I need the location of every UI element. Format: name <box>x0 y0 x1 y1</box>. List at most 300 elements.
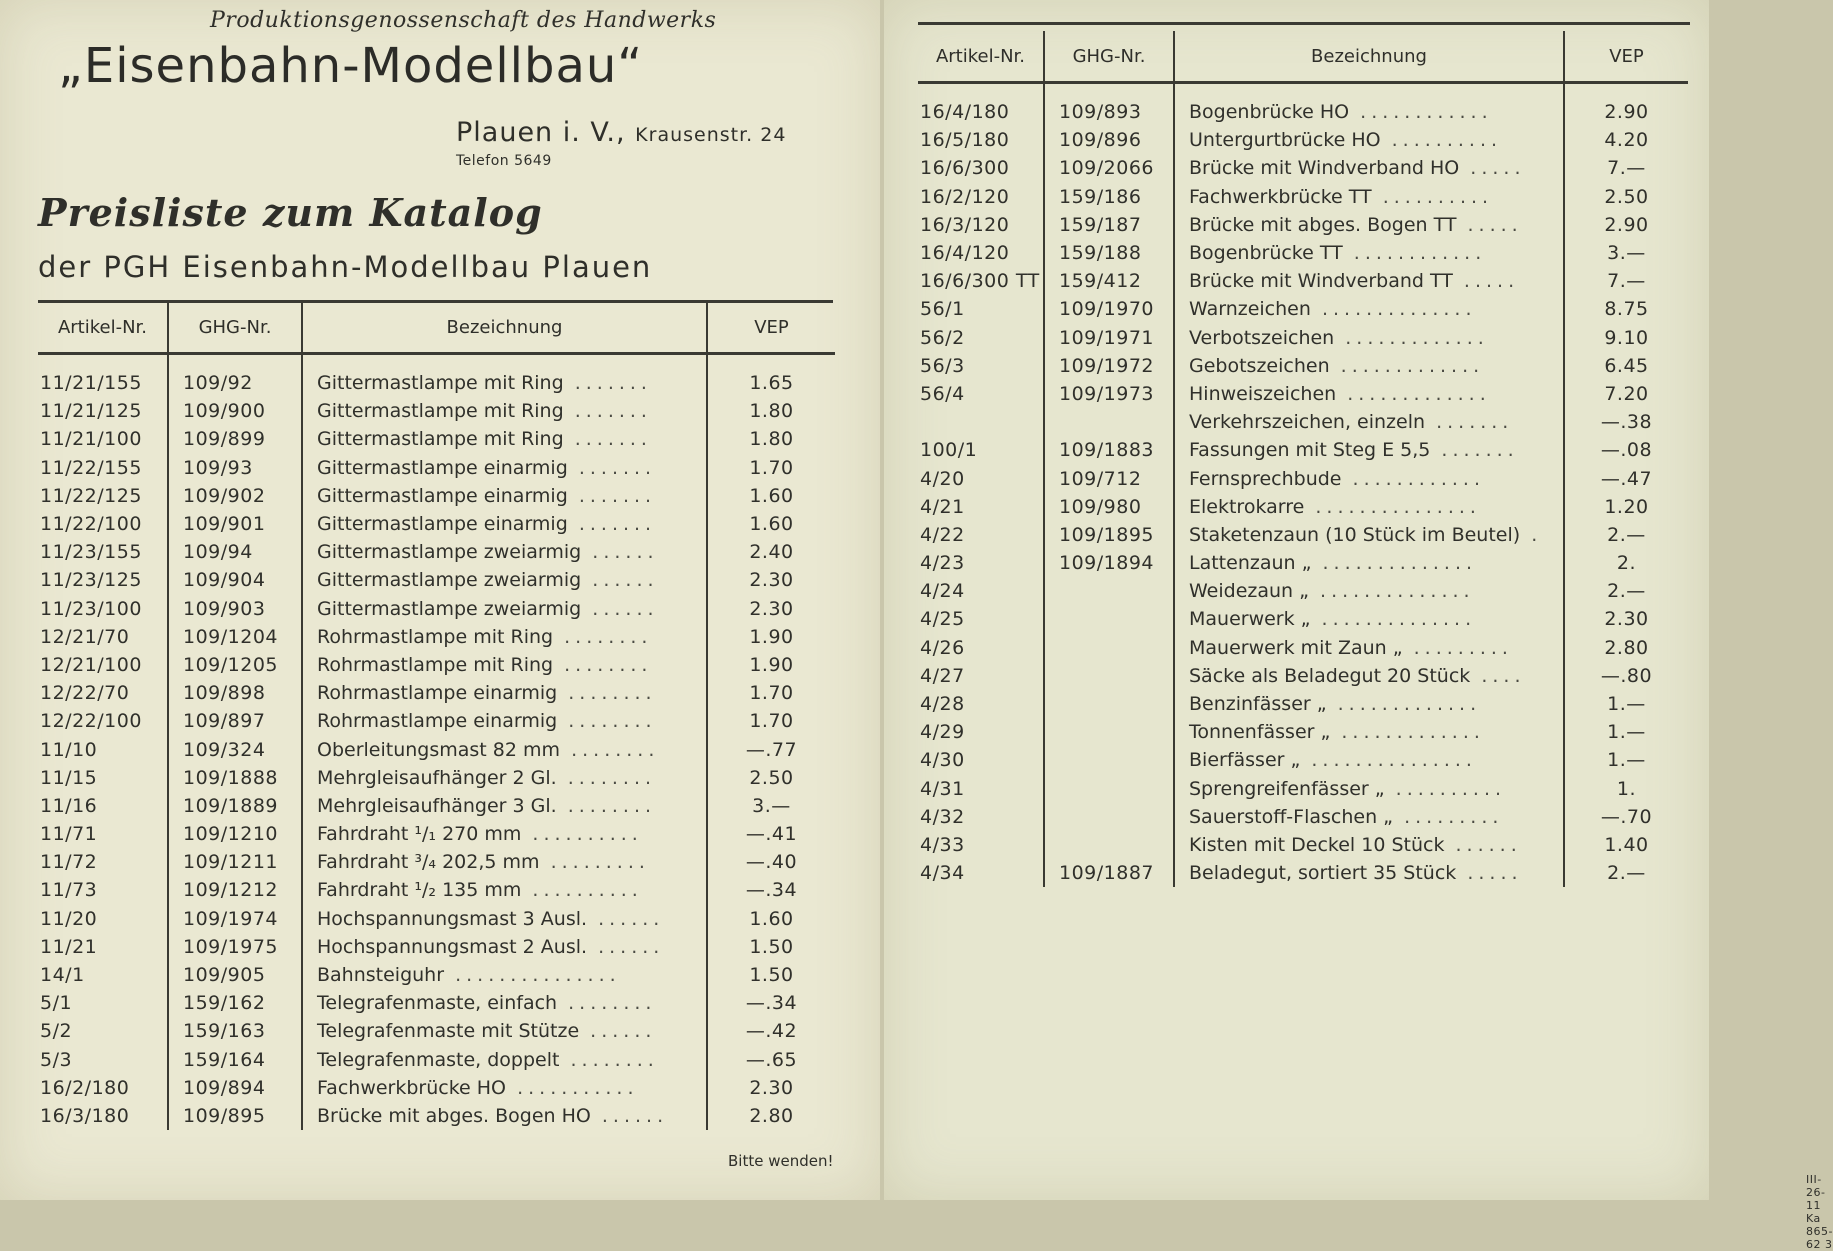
ghg-number: 109/1888 <box>168 764 302 792</box>
leader-dots: .... <box>1470 664 1526 687</box>
table-row <box>918 324 1688 352</box>
article-number: 4/33 <box>918 831 1044 859</box>
description-text: Gittermastlampe mit Ring <box>317 428 564 451</box>
ghg-number: 159/186 <box>1044 183 1174 211</box>
price-value: 2.80 <box>1604 636 1649 659</box>
ghg-number: 109/324 <box>168 735 302 763</box>
item-description <box>1174 662 1564 690</box>
leader-dots: ........ <box>557 992 657 1015</box>
leader-dots: ..... <box>1456 213 1523 236</box>
item-description <box>1174 521 1564 549</box>
price-value: —.80 <box>1600 664 1653 687</box>
leader-dots: ............. <box>1329 354 1485 377</box>
header-rule <box>918 22 1690 25</box>
article-number: 4/30 <box>918 746 1044 774</box>
leader-dots: .......... <box>521 879 643 902</box>
item-description <box>1174 380 1564 408</box>
table-body-left <box>38 354 835 1131</box>
article-number: 16/2/180 <box>38 1074 168 1102</box>
description-text: Brücke mit Windverband HO <box>1189 157 1460 180</box>
article-number: 14/1 <box>38 961 168 989</box>
price-value: 2.50 <box>1604 185 1649 208</box>
price-value: 2.30 <box>749 597 794 620</box>
article-number: 5/1 <box>38 989 168 1017</box>
leader-dots: ........ <box>553 625 653 648</box>
table-row <box>918 464 1688 492</box>
col-header-ghg: GHG-Nr. <box>168 302 302 354</box>
table-row <box>918 493 1688 521</box>
ghg-number: 109/902 <box>168 482 302 510</box>
article-number: 4/20 <box>918 464 1044 492</box>
ghg-number: 109/1973 <box>1044 380 1174 408</box>
article-number: 4/28 <box>918 690 1044 718</box>
price-value: 2.— <box>1607 580 1646 603</box>
table-row <box>918 690 1688 718</box>
item-description <box>302 510 707 538</box>
description-text: Hinweiszeichen <box>1189 382 1337 405</box>
table-row <box>38 454 835 482</box>
price-value: 1.90 <box>749 653 794 676</box>
description-text: Mehrgleisaufhänger 2 Gl. <box>317 766 557 789</box>
col-header-description: Bezeichnung <box>1174 31 1564 83</box>
price-value: 1.— <box>1607 693 1646 716</box>
item-description <box>1174 324 1564 352</box>
price-value: 1.65 <box>749 372 794 395</box>
price-value: 2.50 <box>749 766 794 789</box>
col-header-article: Artikel-Nr. <box>38 302 168 354</box>
price-value: 7.— <box>1607 157 1646 180</box>
ghg-number <box>1044 775 1174 803</box>
description-text: Mehrgleisaufhänger 3 Gl. <box>317 794 557 817</box>
leader-dots: ..... <box>1459 157 1526 180</box>
leader-dots: ..... <box>1456 862 1523 885</box>
leader-dots: .............. <box>1310 608 1477 631</box>
leader-dots: ....... <box>1425 411 1514 434</box>
description-text: Bogenbrücke TT <box>1189 242 1343 265</box>
description-text: Telegrafenmaste, doppelt <box>317 1048 560 1071</box>
ghg-number: 159/164 <box>168 1046 302 1074</box>
article-number: 4/21 <box>918 493 1044 521</box>
table-row <box>918 746 1688 774</box>
ghg-number: 109/901 <box>168 510 302 538</box>
table-row <box>38 1017 835 1045</box>
table-row <box>918 549 1688 577</box>
price-value: 1.50 <box>749 935 794 958</box>
leader-dots: ........ <box>553 653 653 676</box>
price-value: —.41 <box>745 823 798 846</box>
article-number: 11/22/100 <box>38 510 168 538</box>
table-row <box>918 98 1688 126</box>
table-row <box>918 521 1688 549</box>
item-description <box>1174 211 1564 239</box>
ghg-number: 109/1894 <box>1044 549 1174 577</box>
table-row <box>918 803 1688 831</box>
ghg-number: 109/898 <box>168 679 302 707</box>
item-description <box>302 482 707 510</box>
col-header-ghg: GHG-Nr. <box>1044 31 1174 83</box>
leader-dots: ...... <box>579 1020 657 1043</box>
leader-dots: .............. <box>1310 298 1477 321</box>
article-number: 56/4 <box>918 380 1044 408</box>
table-row <box>38 1046 835 1074</box>
ghg-number: 109/1210 <box>168 820 302 848</box>
description-text: Gittermastlampe einarmig <box>317 513 568 536</box>
ghg-number: 109/905 <box>168 961 302 989</box>
table-row <box>38 735 835 763</box>
description-text: Staketenzaun (10 Stück im Beutel) <box>1189 523 1521 546</box>
leader-dots: .......... <box>1380 129 1503 152</box>
price-table-right <box>918 31 1688 887</box>
item-description <box>302 764 707 792</box>
ghg-number: 159/163 <box>168 1017 302 1045</box>
leader-dots: ...... <box>1444 833 1522 856</box>
description-text: Rohrmastlampe einarmig <box>317 710 558 733</box>
price-value: 1.70 <box>749 710 794 733</box>
description-text: Bogenbrücke HO <box>1189 101 1350 124</box>
article-number: 16/6/300 <box>918 154 1044 182</box>
item-description <box>1174 436 1564 464</box>
description-text: Weidezaun „ <box>1189 580 1309 603</box>
description-text: Gittermastlampe zweiarmig <box>317 541 582 564</box>
price-value: 1. <box>1616 777 1637 800</box>
leader-dots: ............. <box>1334 326 1489 349</box>
item-description <box>302 679 707 707</box>
leader-dots: ............... <box>1300 749 1477 772</box>
price-value: 1.80 <box>749 400 794 423</box>
item-description <box>302 369 707 397</box>
article-number: 16/3/180 <box>38 1102 168 1130</box>
description-text: Gittermastlampe mit Ring <box>317 372 564 395</box>
article-number: 11/21/155 <box>38 369 168 397</box>
description-text: Warnzeichen <box>1189 298 1311 321</box>
item-description <box>302 792 707 820</box>
price-value: 2.80 <box>749 1104 794 1127</box>
description-text: Oberleitungsmast 82 mm <box>317 738 561 761</box>
leader-dots: ....... <box>567 484 657 507</box>
table-row <box>918 183 1688 211</box>
description-text: Hochspannungsmast 2 Ausl. <box>317 935 588 958</box>
article-number: 11/22/125 <box>38 482 168 510</box>
table-body-right <box>918 83 1688 888</box>
price-value: —.42 <box>745 1020 798 1043</box>
description-text: Telegrafenmaste mit Stütze <box>317 1020 580 1043</box>
leader-dots: ............. <box>1326 693 1482 716</box>
article-number: 5/3 <box>38 1046 168 1074</box>
ghg-number: 109/712 <box>1044 464 1174 492</box>
item-description <box>302 933 707 961</box>
price-value: 8.75 <box>1604 298 1649 321</box>
price-value: 3.— <box>752 794 791 817</box>
article-number: 4/31 <box>918 775 1044 803</box>
table-row <box>38 510 835 538</box>
ghg-number <box>1044 634 1174 662</box>
leader-dots: ......... <box>1402 636 1513 659</box>
table-row <box>918 831 1688 859</box>
description-text: Mauerwerk „ <box>1189 608 1311 631</box>
item-description <box>1174 775 1564 803</box>
cooperative-name: Produktionsgenossenschaft des Handwerks <box>210 8 717 33</box>
description-text: Benzinfässer „ <box>1189 693 1327 716</box>
col-header-price: VEP <box>1564 31 1688 83</box>
item-description <box>1174 126 1564 154</box>
description-text: Fahrdraht ¹/₂ 135 mm <box>317 879 522 902</box>
table-row <box>38 1074 835 1102</box>
description-text: Rohrmastlampe einarmig <box>317 682 558 705</box>
leader-dots: ....... <box>563 428 652 451</box>
ghg-number: 109/980 <box>1044 493 1174 521</box>
table-row <box>38 651 835 679</box>
ghg-number: 109/93 <box>168 454 302 482</box>
table-row <box>918 352 1688 380</box>
table-header-row <box>38 302 835 354</box>
description-text: Gittermastlampe zweiarmig <box>317 569 582 592</box>
item-description <box>1174 183 1564 211</box>
ghg-number: 109/899 <box>168 425 302 453</box>
price-value: —.77 <box>745 738 798 761</box>
item-description <box>302 820 707 848</box>
ghg-number <box>1044 605 1174 633</box>
price-value: 1.— <box>1607 721 1646 744</box>
ghg-number: 109/894 <box>168 1074 302 1102</box>
description-text: Hochspannungsmast 3 Ausl. <box>317 907 588 930</box>
description-text: Verbotszeichen <box>1189 326 1335 349</box>
description-text: Lattenzaun „ <box>1189 552 1312 575</box>
article-number: 11/10 <box>38 735 168 763</box>
address-city: Plauen i. V., <box>456 117 626 148</box>
table-row <box>38 679 835 707</box>
table-row <box>918 775 1688 803</box>
description-text: Elektrokarre <box>1189 495 1305 518</box>
description-text: Untergurtbrücke HO <box>1189 129 1381 152</box>
article-number: 16/6/300 TT <box>918 267 1044 295</box>
description-text: Tonnenfässer „ <box>1189 721 1331 744</box>
price-value: 1.40 <box>1604 833 1649 856</box>
item-description <box>1174 239 1564 267</box>
company-name: „Eisenbahn-Modellbau“ <box>58 38 644 94</box>
description-text: Fassungen mit Steg E 5,5 <box>1189 439 1431 462</box>
table-row <box>38 989 835 1017</box>
ghg-number <box>1044 831 1174 859</box>
item-description <box>1174 408 1564 436</box>
table-row <box>918 859 1688 887</box>
price-value: 4.20 <box>1604 129 1649 152</box>
article-number: 100/1 <box>918 436 1044 464</box>
price-value: 2.90 <box>1604 101 1649 124</box>
price-value: 9.10 <box>1604 326 1649 349</box>
ghg-number: 109/1205 <box>168 651 302 679</box>
article-number: 11/21 <box>38 933 168 961</box>
left-page <box>0 0 880 1200</box>
price-value: 1.60 <box>749 907 794 930</box>
ghg-number: 109/1974 <box>168 905 302 933</box>
description-text: Brücke mit Windverband TT <box>1189 270 1453 293</box>
table-row <box>38 369 835 397</box>
description-text: Telegrafenmaste, einfach <box>317 992 558 1015</box>
ghg-number <box>1044 746 1174 774</box>
col-header-description: Bezeichnung <box>302 302 707 354</box>
article-number: 11/73 <box>38 876 168 904</box>
article-number: 4/32 <box>918 803 1044 831</box>
item-description <box>302 1046 707 1074</box>
ghg-number <box>1044 408 1174 436</box>
leader-dots: ......... <box>1393 805 1504 828</box>
table-row <box>918 436 1688 464</box>
table-row <box>918 267 1688 295</box>
table-row <box>918 239 1688 267</box>
leader-dots: ...... <box>581 541 659 564</box>
table-row <box>38 876 835 904</box>
table-row <box>918 718 1688 746</box>
price-value: 3.— <box>1607 242 1646 265</box>
leader-dots: ....... <box>563 372 652 395</box>
description-text: Gittermastlampe mit Ring <box>317 400 564 423</box>
ghg-number <box>1044 690 1174 718</box>
item-description <box>1174 154 1564 182</box>
ghg-number <box>1044 803 1174 831</box>
price-value: 2. <box>1616 552 1637 575</box>
ghg-number: 109/92 <box>168 369 302 397</box>
leader-dots: . <box>1520 523 1543 546</box>
price-value: 2.30 <box>749 569 794 592</box>
article-number: 16/5/180 <box>918 126 1044 154</box>
description-text: Brücke mit abges. Bogen TT <box>1189 213 1457 236</box>
item-description <box>302 425 707 453</box>
leader-dots: ........... <box>506 1076 639 1099</box>
description-text: Bierfässer „ <box>1189 749 1301 772</box>
table-row <box>38 707 835 735</box>
item-description <box>302 454 707 482</box>
article-number: 11/15 <box>38 764 168 792</box>
item-description <box>1174 718 1564 746</box>
leader-dots: ...... <box>581 597 659 620</box>
table-row <box>38 792 835 820</box>
price-value: 1.— <box>1607 749 1646 772</box>
description-text: Gittermastlampe einarmig <box>317 456 568 479</box>
leader-dots: ............ <box>1342 242 1487 265</box>
item-description <box>1174 549 1564 577</box>
item-description <box>1174 690 1564 718</box>
description-text: Fernsprechbude <box>1189 467 1342 490</box>
description-text: Kisten mit Deckel 10 Stück <box>1189 833 1445 856</box>
price-value: —.08 <box>1600 439 1653 462</box>
article-number: 56/1 <box>918 295 1044 323</box>
leader-dots: ....... <box>567 513 657 536</box>
ghg-number: 109/900 <box>168 397 302 425</box>
item-description <box>302 1017 707 1045</box>
price-value: 1.60 <box>749 513 794 536</box>
price-value: 1.60 <box>749 484 794 507</box>
table-row <box>918 577 1688 605</box>
item-description <box>1174 267 1564 295</box>
item-description <box>302 735 707 763</box>
price-value: 2.90 <box>1604 213 1649 236</box>
ghg-number: 109/1895 <box>1044 521 1174 549</box>
article-number: 11/21/100 <box>38 425 168 453</box>
item-description <box>302 538 707 566</box>
item-description <box>302 876 707 904</box>
table-row <box>38 425 835 453</box>
article-number: 56/3 <box>918 352 1044 380</box>
article-number <box>918 408 1044 436</box>
item-description <box>302 848 707 876</box>
article-number: 12/21/100 <box>38 651 168 679</box>
item-description <box>302 1102 707 1130</box>
article-number: 4/22 <box>918 521 1044 549</box>
article-number: 11/21/125 <box>38 397 168 425</box>
description-text: Fahrdraht ¹/₁ 270 mm <box>317 823 522 846</box>
item-description <box>1174 831 1564 859</box>
ghg-number: 109/895 <box>168 1102 302 1130</box>
spacer-row <box>38 354 835 370</box>
price-value: 2.— <box>1607 523 1646 546</box>
item-description <box>302 566 707 594</box>
price-value: —.65 <box>745 1048 798 1071</box>
ghg-number: 109/1212 <box>168 876 302 904</box>
leader-dots: ...... <box>587 935 665 958</box>
description-text: Säcke als Beladegut 20 Stück <box>1189 664 1471 687</box>
leader-dots: ....... <box>1430 439 1519 462</box>
ghg-number: 159/412 <box>1044 267 1174 295</box>
leader-dots: .......... <box>521 823 643 846</box>
ghg-number <box>1044 662 1174 690</box>
ghg-number: 109/1889 <box>168 792 302 820</box>
col-header-price: VEP <box>707 302 835 354</box>
description-text: Gittermastlampe einarmig <box>317 484 568 507</box>
description-text: Sauerstoff-Flaschen „ <box>1189 805 1394 828</box>
price-table-left <box>38 302 835 1130</box>
ghg-number: 109/1971 <box>1044 324 1174 352</box>
ghg-number: 109/94 <box>168 538 302 566</box>
table-row <box>918 408 1688 436</box>
ghg-number: 109/1211 <box>168 848 302 876</box>
price-value: 1.20 <box>1604 495 1649 518</box>
leader-dots: ........ <box>557 710 657 733</box>
table-row <box>38 397 835 425</box>
table-row <box>918 126 1688 154</box>
phone-number: Telefon 5649 <box>456 153 552 169</box>
price-value: —.34 <box>745 879 798 902</box>
price-value: —.40 <box>745 851 798 874</box>
ghg-number: 109/1887 <box>1044 859 1174 887</box>
item-description <box>1174 577 1564 605</box>
price-value: 7.20 <box>1604 382 1649 405</box>
table-row <box>38 538 835 566</box>
table-row <box>918 295 1688 323</box>
ghg-number: 109/903 <box>168 595 302 623</box>
leader-dots: ...... <box>590 1104 669 1127</box>
ghg-number <box>1044 718 1174 746</box>
leader-dots: ........ <box>557 682 657 705</box>
document-subtitle: der PGH Eisenbahn-Modellbau Plauen <box>38 250 653 284</box>
leader-dots: ..... <box>1452 270 1520 293</box>
ghg-number: 109/1204 <box>168 623 302 651</box>
article-number: 11/20 <box>38 905 168 933</box>
table-row <box>918 634 1688 662</box>
article-number: 16/3/120 <box>918 211 1044 239</box>
article-number: 4/34 <box>918 859 1044 887</box>
price-value: 1.50 <box>749 964 794 987</box>
article-number: 11/23/100 <box>38 595 168 623</box>
leader-dots: ....... <box>567 456 657 479</box>
leader-dots: ............... <box>1304 495 1481 518</box>
leader-dots: ......... <box>539 851 650 874</box>
address <box>456 117 786 148</box>
item-description <box>302 989 707 1017</box>
article-number: 11/23/125 <box>38 566 168 594</box>
ghg-number: 109/1972 <box>1044 352 1174 380</box>
ghg-number: 109/1970 <box>1044 295 1174 323</box>
article-number: 4/29 <box>918 718 1044 746</box>
